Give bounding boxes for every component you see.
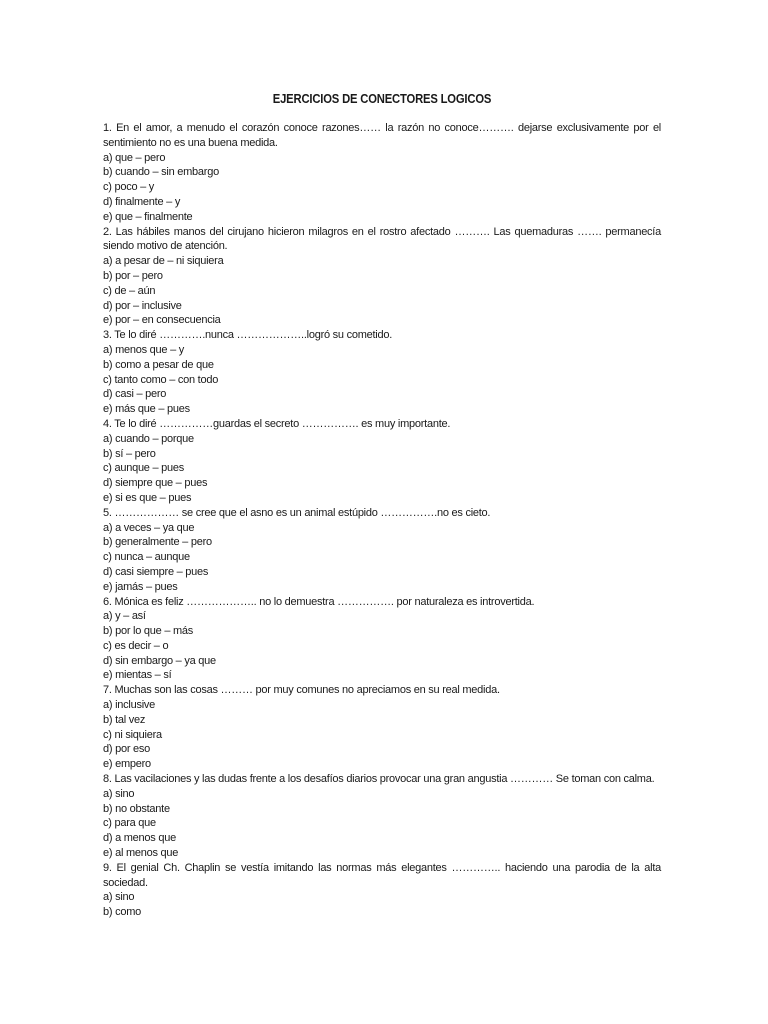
question-item bbox=[103, 328, 661, 417]
answer-option: c) aunque – pues bbox=[103, 462, 185, 475]
answer-option: d) por – inclusive bbox=[103, 299, 182, 312]
question-item bbox=[103, 772, 661, 861]
question-text: 6. Mónica es feliz ……………….. no lo demuestra ……………. por naturaleza es introvertida. bbox=[103, 595, 535, 608]
answer-option: b) no obstante bbox=[103, 802, 170, 815]
question-text: 7. Muchas son las cosas ……… por muy comunes no apreciamos en su real medida. bbox=[103, 684, 500, 697]
answer-option: e) jamás – pues bbox=[103, 580, 178, 593]
answer-option: e) por – en consecuencia bbox=[103, 314, 221, 327]
answer-option: a) menos que – y bbox=[103, 343, 184, 356]
answer-option: a) sino bbox=[103, 787, 135, 800]
answer-option: a) sino bbox=[103, 891, 135, 904]
answer-option: b) como a pesar de que bbox=[103, 358, 214, 371]
answer-option: e) empero bbox=[103, 758, 151, 771]
question-text: 9. El genial Ch. Chaplin se vestía imitando las normas más elegantes ………….. haciendo una parodia de la alta sociedad. bbox=[103, 861, 661, 889]
answer-option: a) cuando – porque bbox=[103, 432, 194, 445]
answer-option: e) más que – pues bbox=[103, 403, 190, 416]
question-item bbox=[103, 225, 661, 329]
question-text: 3. Te lo diré ………….nunca ………………..logró su cometido. bbox=[103, 329, 393, 342]
question-item bbox=[103, 417, 661, 506]
answer-option: c) tanto como – con todo bbox=[103, 373, 219, 386]
answer-option: e) que – finalmente bbox=[103, 210, 193, 223]
answer-option: a) a veces – ya que bbox=[103, 521, 195, 534]
question-text: 2. Las hábiles manos del cirujano hicieron milagros en el rostro afectado ………. Las quemaduras ……. permanecía siendo motivo de atención. bbox=[103, 225, 661, 253]
answer-option: a) inclusive bbox=[103, 699, 156, 712]
answer-option: b) sí – pero bbox=[103, 447, 156, 460]
answer-option: a) y – así bbox=[103, 610, 146, 623]
answer-option: d) casi – pero bbox=[103, 388, 167, 401]
answer-option: c) nunca – aunque bbox=[103, 551, 190, 564]
answer-option: b) cuando – sin embargo bbox=[103, 166, 219, 179]
question-text: 4. Te lo diré ……………guardas el secreto ……………. es muy importante. bbox=[103, 417, 451, 430]
question-item bbox=[103, 861, 661, 920]
answer-option: e) mientas – sí bbox=[103, 669, 172, 682]
answer-option: c) poco – y bbox=[103, 181, 155, 194]
question-item bbox=[103, 595, 661, 684]
answer-option: d) a menos que bbox=[103, 832, 176, 845]
question-item bbox=[103, 683, 661, 772]
answer-option: b) tal vez bbox=[103, 713, 146, 726]
answer-option: b) por lo que – más bbox=[103, 625, 194, 638]
question-item bbox=[103, 121, 661, 225]
answer-option: d) por eso bbox=[103, 743, 151, 756]
answer-option: e) si es que – pues bbox=[103, 491, 192, 504]
question-text: 1. En el amor, a menudo el corazón conoce razones…… la razón no conoce………. dejarse exclusivamente por el sentimiento no es una buena medida. bbox=[103, 122, 661, 149]
answer-option: d) finalmente – y bbox=[103, 195, 181, 208]
answer-option: b) generalmente – pero bbox=[103, 536, 212, 549]
answer-option: b) por – pero bbox=[103, 269, 163, 282]
answer-option: d) sin embargo – ya que bbox=[103, 654, 216, 667]
question-item bbox=[103, 506, 661, 595]
question-list bbox=[103, 121, 661, 920]
document-page bbox=[103, 92, 661, 920]
answer-option: b) como bbox=[103, 906, 141, 919]
answer-option: d) casi siempre – pues bbox=[103, 565, 209, 578]
document-title: EJERCICIOS DE CONECTORES LOGICOS bbox=[272, 92, 492, 106]
answer-option: c) es decir – o bbox=[103, 639, 169, 652]
answer-option: d) siempre que – pues bbox=[103, 477, 208, 490]
question-text: 5. ……………… se cree que el asno es un animal estúpido …………….no es cieto. bbox=[103, 506, 491, 519]
answer-option: a) que – pero bbox=[103, 151, 166, 164]
answer-option: a) a pesar de – ni siquiera bbox=[103, 255, 224, 268]
answer-option: c) ni siquiera bbox=[103, 728, 162, 741]
answer-option: e) al menos que bbox=[103, 847, 179, 860]
answer-option: c) de – aún bbox=[103, 284, 156, 297]
question-text: 8. Las vacilaciones y las dudas frente a los desafíos diarios provocar una gran angustia ………… Se toman con calma. bbox=[103, 773, 655, 786]
answer-option: c) para que bbox=[103, 817, 156, 830]
